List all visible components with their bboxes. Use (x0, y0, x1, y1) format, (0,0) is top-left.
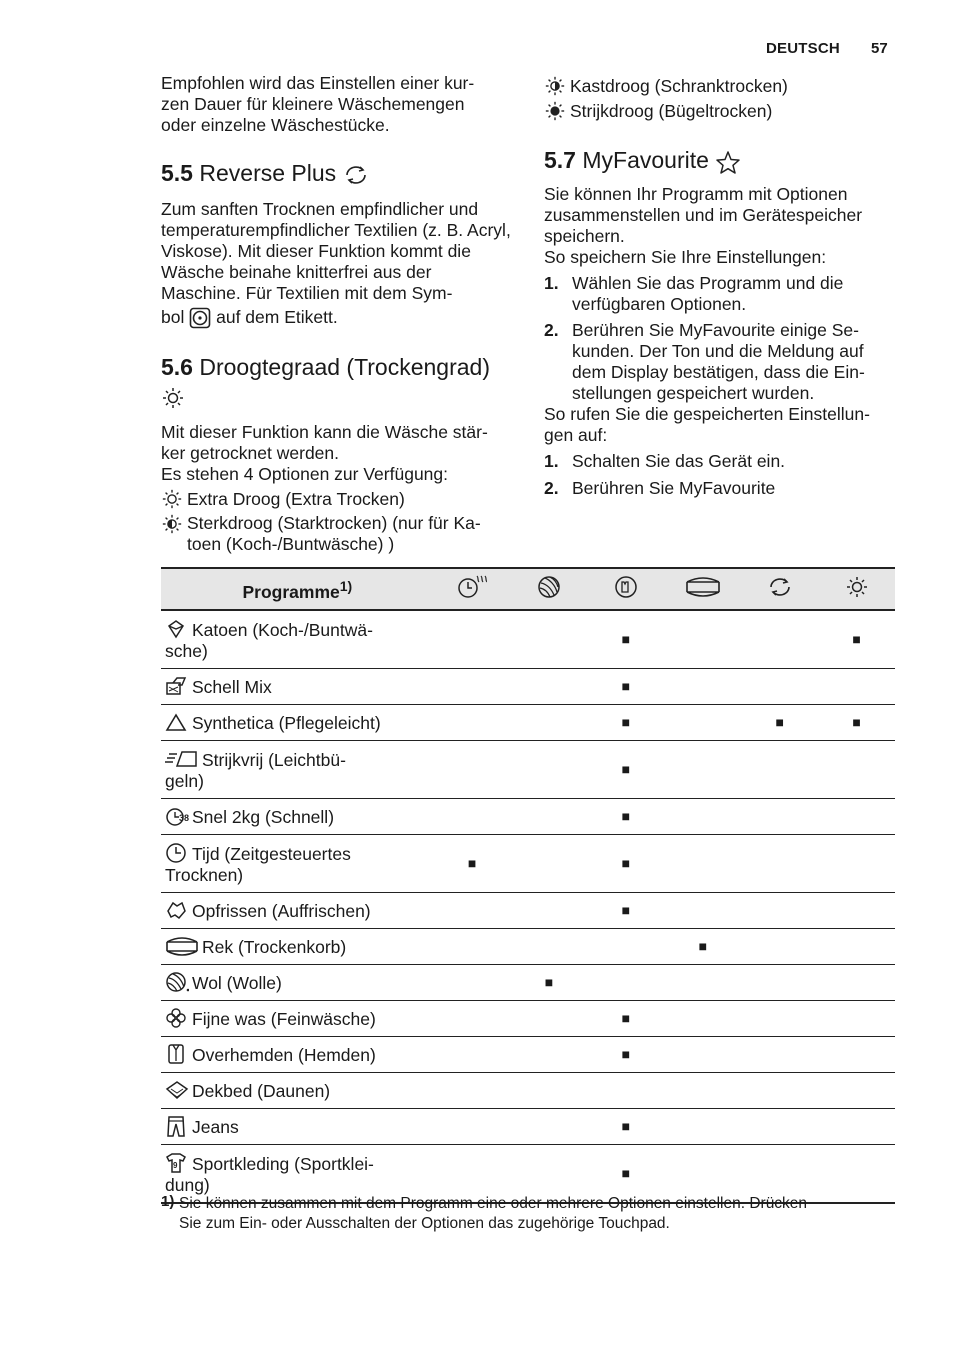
table-row (161, 705, 895, 741)
programme-name-cell (161, 1001, 434, 1037)
list-item: 2. Berühren Sie MyFavourite einige Se- kunden. Der Ton und die Meldung auf dem Display bestätigen, dass die Ein- stellungen gespeichert wurden. (544, 320, 865, 403)
option-sterkdroog: Sterkdroog (Starktrocken) (nur für Ka- toen (Koch-/Buntwäsche) ) (161, 513, 513, 555)
table-row (161, 1037, 895, 1073)
option-cell (741, 929, 818, 965)
section-5-7-heading: 5.7 MyFavourite (544, 146, 894, 174)
option-cell (511, 1001, 588, 1037)
option-cell (511, 1037, 588, 1073)
delicate-care-icon (587, 568, 664, 610)
option-cell (664, 1109, 741, 1145)
option-cell (587, 929, 664, 965)
option-cell (664, 705, 741, 741)
shirts-icon (165, 1043, 189, 1065)
programme-name: Opfrissen (Auffrischen) (192, 901, 371, 921)
option-cell (818, 965, 895, 1001)
table-row (161, 669, 895, 705)
section-5-6-body: Mit dieser Funktion kann die Wäsche stär- ker getrocknet werden. Es stehen 4 Optionen zur Verfügung: (161, 422, 488, 485)
option-cell (511, 705, 588, 741)
option-cell (434, 741, 511, 799)
option-cell (587, 741, 664, 799)
option-cell (741, 669, 818, 705)
option-cell (818, 1073, 895, 1109)
page-number: 57 (871, 40, 888, 57)
available-mark: ■ (621, 1165, 631, 1181)
dryness-level-icon (161, 387, 513, 414)
option-cell (741, 1109, 818, 1145)
rack-icon (664, 568, 741, 610)
option-cell (511, 741, 588, 799)
table-row (161, 799, 895, 835)
option-cell (818, 741, 895, 799)
programme-name: Strijkvrij (Leichtbü- geln) (165, 749, 346, 791)
programme-name: Rek (Trockenkorb) (202, 937, 347, 957)
option-cell (818, 799, 895, 835)
option-cell (511, 669, 588, 705)
programme-name: Wol (Wolle) (192, 973, 282, 993)
option-cell (434, 1073, 511, 1109)
delicates-icon (165, 1007, 189, 1029)
option-cell (587, 965, 664, 1001)
available-mark: ■ (621, 1010, 631, 1026)
available-mark: ■ (621, 761, 631, 777)
available-mark: ■ (852, 714, 861, 730)
option-cell (587, 835, 664, 893)
programme-name-cell (161, 965, 434, 1001)
option-cell (664, 1001, 741, 1037)
option-cell (818, 1037, 895, 1073)
save-steps (544, 273, 894, 404)
option-cell (434, 835, 511, 893)
option-cell (818, 1001, 895, 1037)
option-cell (511, 1109, 588, 1145)
option-cell (741, 835, 818, 893)
reverse-plus-icon (343, 164, 369, 186)
option-cell (741, 741, 818, 799)
option-extra-droog: Extra Droog (Extra Trocken) (161, 488, 513, 510)
section-5-5-body-end: bol auf dem Etikett. (161, 307, 513, 329)
strong-dry-icon (161, 513, 183, 535)
right-column (544, 75, 894, 499)
option-cell (818, 835, 895, 893)
option-cell (434, 965, 511, 1001)
recall-intro: So rufen Sie die gespeicherten Einstellun- gen auf: (544, 404, 870, 445)
option-cell (511, 799, 588, 835)
programme-name: Tijd (Zeitgesteuertes Trocknen) (165, 843, 351, 885)
cotton-icon (165, 618, 189, 640)
option-cell (818, 669, 895, 705)
table-row (161, 741, 895, 799)
available-mark: ■ (852, 631, 861, 647)
programme-name: Sportkleding (Sportklei- dung) (165, 1153, 374, 1195)
programme-name: Katoen (Koch-/Buntwä- sche) (165, 619, 373, 661)
reverse-plus-icon (741, 568, 818, 610)
option-cell (664, 929, 741, 965)
table-header-row (161, 568, 895, 610)
available-mark: ■ (467, 855, 477, 871)
svg-text:9: 9 (173, 1160, 178, 1170)
option-cell (434, 1037, 511, 1073)
table-row (161, 893, 895, 929)
option-cell (664, 835, 741, 893)
option-cell (741, 799, 818, 835)
option-cell (587, 1109, 664, 1145)
section-5-6-heading: 5.6 Droogtegraad (Trockengrad) (161, 354, 490, 381)
option-cell (434, 893, 511, 929)
available-mark: ■ (621, 714, 631, 730)
option-cell (818, 1109, 895, 1145)
option-cell (741, 965, 818, 1001)
option-cell (664, 1073, 741, 1109)
option-cell (511, 835, 588, 893)
option-cell (741, 705, 818, 741)
option-cell (434, 1001, 511, 1037)
available-mark: ■ (621, 678, 631, 694)
programme-name-cell (161, 741, 434, 799)
option-cell (434, 705, 511, 741)
mixed-icon (165, 675, 189, 697)
list-item: 1. Wählen Sie das Programm und die verfügbaren Optionen. (544, 273, 844, 314)
available-mark: ■ (621, 808, 631, 824)
programme-name-cell (161, 1073, 434, 1109)
table-body (161, 610, 895, 1203)
option-cell (587, 1073, 664, 1109)
footnote: $^{1)}$ Sie können zusammen mit dem Programm eine oder mehrere Optionen einstellen. Drücken Sie zum Ein- oder Ausschalten der Optionen das zugehörige Touchpad. (161, 1193, 808, 1232)
wool-icon (511, 568, 588, 610)
option-cell (741, 893, 818, 929)
option-cell (434, 1109, 511, 1145)
programme-name-cell (161, 669, 434, 705)
available-mark: ■ (621, 855, 631, 871)
table-row (161, 1073, 895, 1109)
easy-iron-icon (165, 748, 199, 770)
option-cell (741, 1001, 818, 1037)
option-cell (818, 893, 895, 929)
duvet-icon (165, 1079, 189, 1101)
programme-name-cell (161, 1037, 434, 1073)
table-row (161, 835, 895, 893)
programme-name: Jeans (192, 1117, 239, 1137)
section-5-7-intro: Sie können Ihr Programm mit Optionen zusammenstellen und im Gerätespeicher speichern. (544, 184, 863, 246)
option-cell (818, 705, 895, 741)
option-cell (587, 1037, 664, 1073)
option-cell (664, 893, 741, 929)
option-cell (434, 610, 511, 669)
delicate-care-label-icon (189, 307, 211, 329)
programme-name-cell (161, 835, 434, 893)
option-cell (434, 799, 511, 835)
table-row (161, 1109, 895, 1145)
option-cell (818, 929, 895, 965)
option-cell (818, 610, 895, 669)
programme-name-cell (161, 929, 434, 965)
extra-dry-icon (161, 488, 183, 510)
available-mark: ■ (621, 1046, 631, 1062)
time-dry-icon (434, 568, 511, 610)
option-cell (741, 610, 818, 669)
option-strijkdroog: Strijkdroog (Bügeltrocken) (544, 100, 894, 122)
available-mark: ■ (775, 714, 785, 730)
jeans-icon (165, 1115, 189, 1137)
recall-steps (544, 451, 894, 499)
option-cell (587, 705, 664, 741)
programme-name-cell (161, 799, 434, 835)
dryness-level-icon (818, 568, 895, 610)
left-column (161, 73, 513, 555)
option-cell (434, 929, 511, 965)
section-5-5-heading: 5.5 Reverse Plus (161, 159, 513, 187)
synthetics-icon (165, 711, 189, 733)
option-cell (664, 741, 741, 799)
table-row (161, 1001, 895, 1037)
section-5-5-body: Zum sanften Trocknen empfindlicher und temperaturempfindlicher Textilien (z. B. Acryl, Viskose). Mit dieser Funktion kommt die Wäsche beinahe knitterfrei aus der Maschine. Für Textilien mit dem Sym- (161, 199, 511, 303)
option-cell (664, 799, 741, 835)
refresh-icon (165, 899, 189, 921)
list-item: 1. Schalten Sie das Gerät ein. (544, 451, 786, 471)
programme-name: Dekbed (Daunen) (192, 1081, 331, 1101)
option-cell (664, 965, 741, 1001)
rack-icon (165, 935, 199, 957)
cupboard-dry-icon (544, 75, 566, 97)
programme-column-header: Programme$^{1)}$ (161, 568, 434, 610)
table-row (161, 610, 895, 669)
option-cell (587, 669, 664, 705)
programme-options-table (161, 567, 895, 1204)
table-row (161, 965, 895, 1001)
programme-name: Fijne was (Feinwäsche) (192, 1009, 376, 1029)
option-cell (741, 1037, 818, 1073)
option-cell (434, 669, 511, 705)
option-cell (511, 610, 588, 669)
option-cell (587, 799, 664, 835)
programme-name: Snel 2kg (Schnell) (192, 807, 335, 827)
option-cell (741, 1073, 818, 1109)
option-cell (587, 610, 664, 669)
option-cell (511, 893, 588, 929)
programme-name-cell (161, 1109, 434, 1145)
option-cell (664, 669, 741, 705)
wool-icon (165, 971, 189, 993)
programme-name-cell (161, 893, 434, 929)
option-cell (664, 610, 741, 669)
option-cell (664, 1037, 741, 1073)
svg-text:38: 38 (179, 813, 189, 823)
table-row (161, 929, 895, 965)
available-mark: ■ (621, 631, 631, 647)
available-mark: ■ (544, 974, 554, 990)
option-cell (511, 1073, 588, 1109)
sportswear-icon (165, 1152, 189, 1174)
star-icon (715, 150, 741, 174)
option-cell (511, 965, 588, 1001)
available-mark: ■ (621, 1118, 631, 1134)
option-cell (511, 929, 588, 965)
intro-text: Empfohlen wird das Einstellen einer kur- zen Dauer für kleinere Wäschemengen oder einzelne Wäschestücke. (161, 73, 475, 135)
option-cell (587, 1001, 664, 1037)
programme-name: Synthetica (Pflegeleicht) (192, 713, 381, 733)
option-cell (587, 893, 664, 929)
save-intro: So speichern Sie Ihre Einstellungen: (544, 247, 827, 267)
quick-icon (165, 805, 189, 827)
header-language: DEUTSCH (766, 40, 840, 57)
option-kastdroog: Kastdroog (Schranktrocken) (544, 75, 894, 97)
iron-dry-icon (544, 100, 566, 122)
timer-icon (165, 842, 189, 864)
programme-name-cell (161, 705, 434, 741)
list-item: 2. Berühren Sie MyFavourite (544, 478, 776, 498)
programme-name-cell (161, 610, 434, 669)
programme-name: Overhemden (Hemden) (192, 1045, 376, 1065)
programme-name: Schell Mix (192, 677, 272, 697)
available-mark: ■ (698, 938, 708, 954)
available-mark: ■ (621, 902, 631, 918)
